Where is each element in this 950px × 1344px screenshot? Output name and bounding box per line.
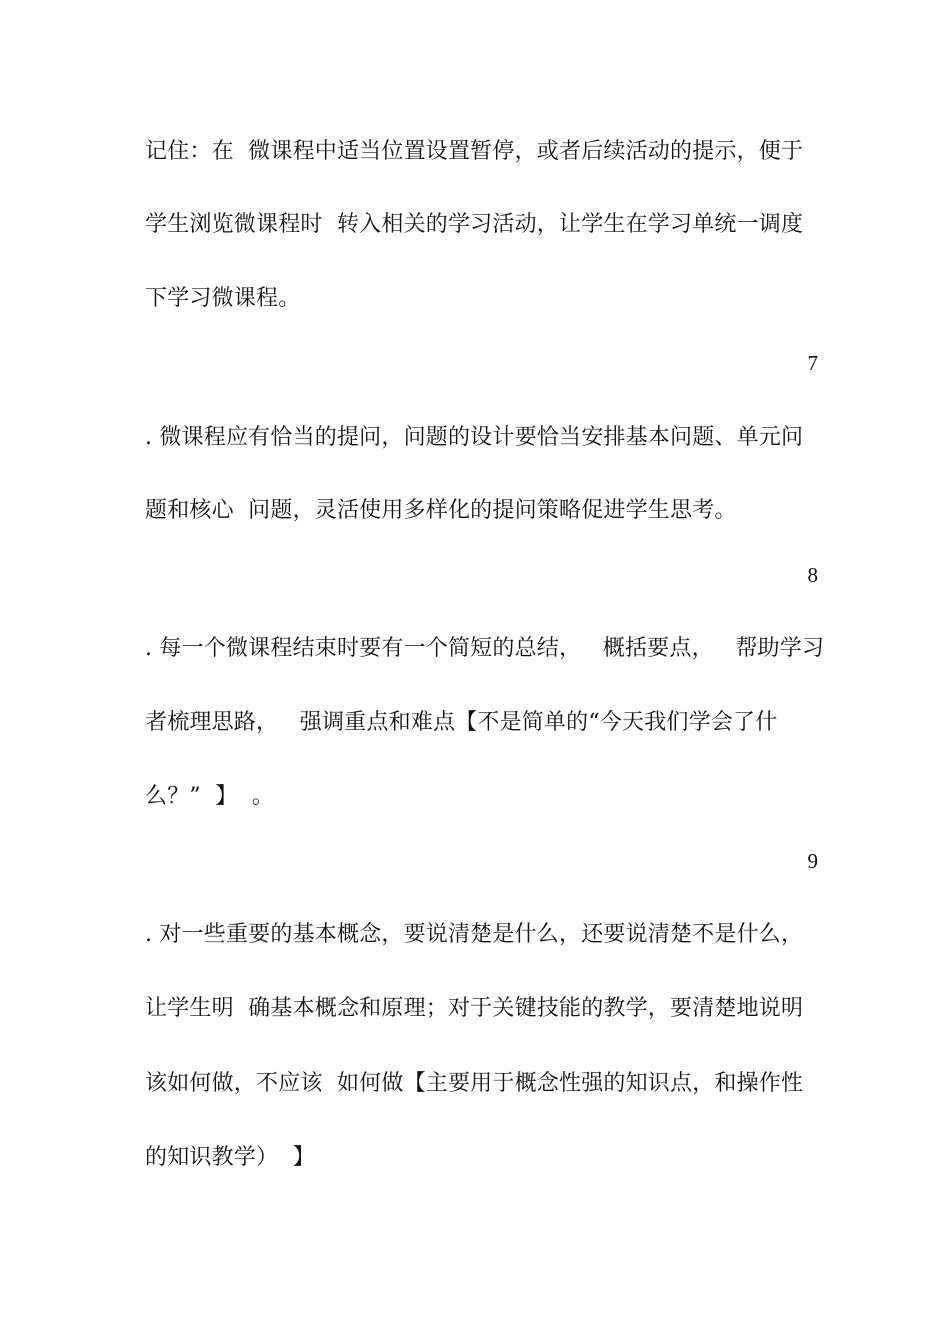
paragraph-line: . 每一个微课程结束时要有一个简短的总结， 概括要点， 帮助学习 xyxy=(145,636,825,661)
paragraph-line: 么？” 】 。 xyxy=(145,784,275,809)
paragraph-line: 者梳理思路， 强调重点和难点【不是简单的“今天我们学会了什 xyxy=(145,710,778,735)
paragraph-line: . 对一些重要的基本概念，要说清楚是什么，还要说清楚不是什么， xyxy=(145,922,804,947)
paragraph-line: . 微课程应有恰当的提问，问题的设计要恰当安排基本问题、单元问 xyxy=(145,425,804,450)
item-number: 8 xyxy=(807,563,818,587)
paragraph-line: 学生浏览微课程时 转入相关的学习活动，让学生在学习单统一调度 xyxy=(145,212,804,237)
item-number: 9 xyxy=(807,849,818,873)
paragraph-line: 下学习微课程。 xyxy=(145,286,301,311)
paragraph-line: 题和核心 问题，灵活使用多样化的提问策略促进学生思考。 xyxy=(145,498,737,523)
paragraph-line: 记住：在 微课程中适当位置设置暂停，或者后续活动的提示，便于 xyxy=(145,139,804,164)
paragraph-line: 的知识教学） 】 xyxy=(145,1145,315,1170)
paragraph-line: 让学生明 确基本概念和原理；对于关键技能的教学，要清楚地说明 xyxy=(145,996,804,1021)
item-number: 7 xyxy=(807,351,818,375)
paragraph-line: 该如何做，不应该 如何做【主要用于概念性强的知识点，和操作性 xyxy=(145,1071,804,1096)
